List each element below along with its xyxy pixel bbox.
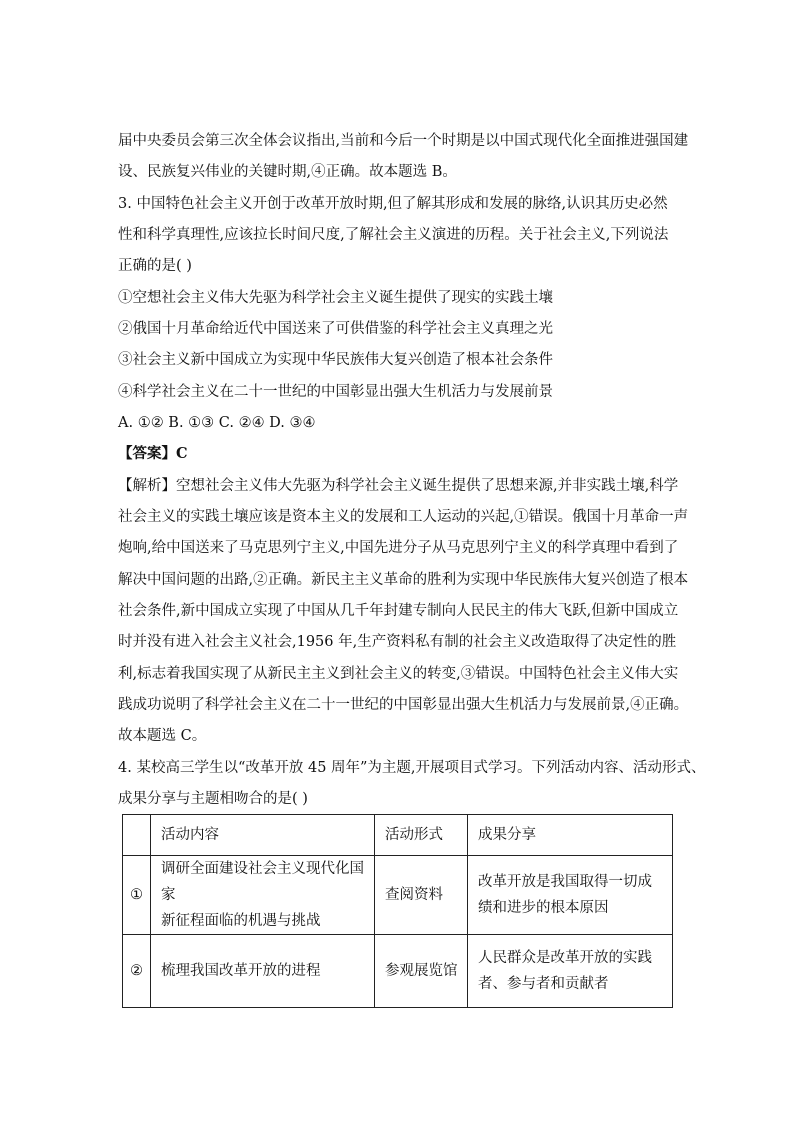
- answer-choices: A. ①② B. ①③ C. ②④ D. ③④: [118, 415, 316, 431]
- table-header-cell: 活动形式: [375, 815, 468, 856]
- analysis-line: 解决中国问题的出路,②正确。新民主主义革命的胜利为实现中华民族伟大复兴创造了根本: [118, 572, 689, 588]
- table-header-row: [123, 815, 673, 856]
- table-row: [123, 935, 673, 1008]
- question-3-stem: 3. 中国特色社会主义开创于改革开放时期,但了解其形成和发展的脉络,认识其历史必然: [118, 196, 668, 212]
- analysis-line: 故本题选 C。: [118, 728, 207, 744]
- cell-text: 调研全面建设社会主义现代化国家: [161, 861, 364, 903]
- text-line: 性和科学真理性,应该拉长时间尺度,了解社会主义演进的历程。关于社会主义,下列说法: [118, 227, 669, 243]
- option-statement-1: ①空想社会主义伟大先驱为科学社会主义诞生提供了现实的实践土壤: [118, 290, 553, 306]
- text-line: 届中央委员会第三次全体会议指出,当前和今后一个时期是以中国式现代化全面推进强国建: [118, 133, 689, 149]
- table-header-cell: [123, 815, 151, 856]
- question-4-stem: 4. 某校高三学生以“改革开放 45 周年”为主题,开展项目式学习。下列活动内容、活动形式、: [118, 760, 706, 776]
- analysis-line: 炮响,给中国送来了马克思列宁主义,中国先进分子从马克思列宁主义的科学真理中看到了: [118, 540, 679, 556]
- row-number: ①: [123, 856, 151, 935]
- cell-text: 绩和进步的根本原因: [478, 900, 609, 916]
- result-share-cell: [468, 856, 673, 935]
- activity-content-cell: 梳理我国改革开放的进程: [151, 935, 375, 1008]
- analysis-line: 社会主义的实践土壤应该是资本主义的发展和工人运动的兴起,①错误。俄国十月革命一声: [118, 509, 689, 525]
- table-header-cell: 活动内容: [151, 815, 375, 856]
- analysis-line: 【解析】空想社会主义伟大先驱为科学社会主义诞生提供了思想来源,并非实践土壤,科学: [118, 478, 679, 494]
- cell-text: 人民群众是改革开放的实践: [478, 950, 652, 966]
- option-statement-3: ③社会主义新中国成立为实现中华民族伟大复兴创造了根本社会条件: [118, 352, 553, 368]
- analysis-line: 社会条件,新中国成立实现了中国从几千年封建专制向人民民主的伟大飞跃,但新中国成立: [118, 603, 679, 619]
- option-statement-4: ④科学社会主义在二十一世纪的中国彰显出强大生机活力与发展前景: [118, 384, 553, 400]
- activity-form-cell: 参观展览馆: [375, 935, 468, 1008]
- cell-text: 新征程面临的机遇与挑战: [161, 913, 321, 929]
- answer-label: 【答案】C: [118, 445, 188, 462]
- table-header-cell: 成果分享: [468, 815, 673, 856]
- row-number: ②: [123, 935, 151, 1008]
- table-row: [123, 856, 673, 935]
- text-line: 成果分享与主题相吻合的是( ): [118, 791, 308, 807]
- analysis-line: 利,标志着我国实现了从新民主主义到社会主义的转变,③错误。中国特色社会主义伟大实: [118, 666, 679, 682]
- analysis-line: 践成功说明了科学社会主义在二十一世纪的中国彰显出强大生机活力与发展前景,④正确。: [118, 697, 689, 713]
- activity-table: [122, 814, 673, 1008]
- cell-text: 者、参与者和贡献者: [478, 976, 609, 992]
- text-line: 设、民族复兴伟业的关键时期,④正确。故本题选 B。: [118, 164, 457, 180]
- activity-form-cell: 查阅资料: [375, 856, 468, 935]
- text-line: 正确的是( ): [118, 258, 192, 274]
- result-share-cell: [468, 935, 673, 1008]
- analysis-line: 时并没有进入社会主义社会,1956 年,生产资料私有制的社会主义改造取得了决定性的胜: [118, 634, 677, 650]
- activity-content-cell: [151, 856, 375, 935]
- option-statement-2: ②俄国十月革命给近代中国送来了可供借鉴的科学社会主义真理之光: [118, 321, 553, 337]
- cell-text: 改革开放是我国取得一切成: [478, 874, 652, 890]
